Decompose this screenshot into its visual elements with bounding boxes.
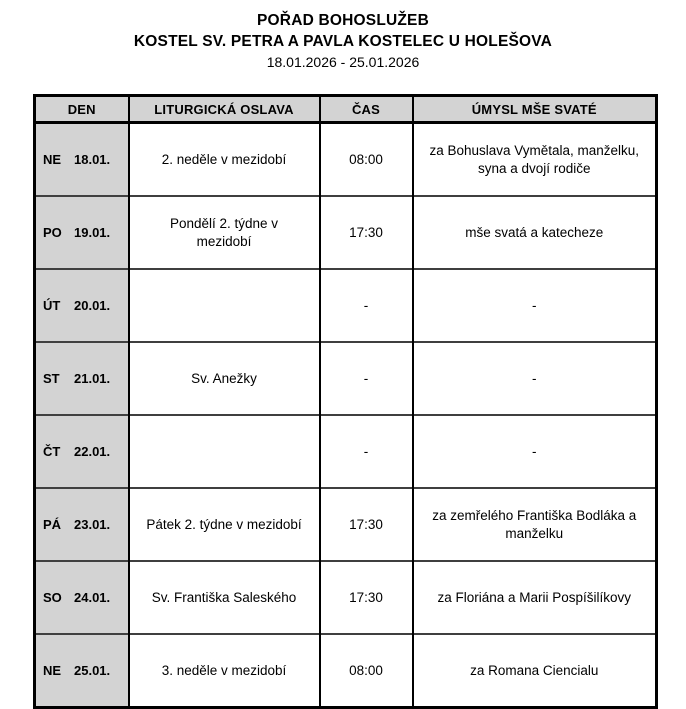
- day-cell: [35, 342, 129, 415]
- time-cell: 17:30: [320, 488, 413, 561]
- day-abbr: PÁ: [43, 516, 62, 532]
- table-row: [35, 415, 657, 488]
- document-title-line2: KOSTEL SV. PETRA A PAVLA KOSTELEC U HOLEŠOVA: [133, 33, 553, 50]
- day-abbr: ST: [43, 370, 60, 386]
- day-cell: [35, 269, 129, 342]
- time-cell: -: [320, 342, 413, 415]
- liturgy-cell: 2. neděle v mezidobí: [129, 123, 320, 197]
- time-cell: -: [320, 269, 413, 342]
- liturgy-cell: [129, 269, 320, 342]
- day-date: 24.01.: [74, 589, 111, 605]
- liturgy-cell: Pátek 2. týdne v mezidobí: [129, 488, 320, 561]
- liturgy-cell: 3. neděle v mezidobí: [129, 634, 320, 708]
- table-row: [35, 634, 657, 708]
- table-row: [35, 269, 657, 342]
- day-date: 19.01.: [74, 224, 111, 240]
- time-cell: 17:30: [320, 561, 413, 634]
- day-cell: [35, 196, 129, 269]
- date-range: 18.01.2026 - 25.01.2026: [266, 54, 420, 70]
- table-row: [35, 561, 657, 634]
- intention-cell: za Floriána a Marii Pospíšilíkovy: [413, 561, 657, 634]
- table-row: [35, 196, 657, 269]
- liturgy-cell: Sv. Anežky: [129, 342, 320, 415]
- day-cell: [35, 415, 129, 488]
- column-header-cas: ČAS: [320, 96, 413, 123]
- day-date: 25.01.: [74, 662, 111, 678]
- day-cell: [35, 634, 129, 708]
- intention-cell: za Romana Ciencialu: [413, 634, 657, 708]
- day-abbr: SO: [43, 589, 62, 605]
- document-title-line1: POŘAD BOHOSLUŽEB: [257, 12, 429, 29]
- time-cell: 17:30: [320, 196, 413, 269]
- day-cell: [35, 561, 129, 634]
- day-date: 21.01.: [74, 370, 111, 386]
- column-header-den: DEN: [35, 96, 129, 123]
- intention-cell: za Bohuslava Vymětala, manželku, syna a dvojí rodiče: [413, 123, 657, 197]
- column-header-liturgicka-oslava: LITURGICKÁ OSLAVA: [129, 96, 320, 123]
- day-abbr: ÚT: [43, 297, 61, 313]
- schedule-table: [33, 94, 658, 709]
- intention-cell: za zemřelého Františka Bodláka a manželku: [413, 488, 657, 561]
- intention-cell: -: [413, 269, 657, 342]
- day-abbr: PO: [43, 224, 62, 240]
- time-cell: -: [320, 415, 413, 488]
- document-header: [0, 0, 686, 73]
- liturgy-cell: Sv. Františka Saleského: [129, 561, 320, 634]
- table-row: [35, 488, 657, 561]
- intention-cell: -: [413, 415, 657, 488]
- day-date: 20.01.: [74, 297, 111, 313]
- day-date: 23.01.: [74, 516, 111, 532]
- intention-cell: -: [413, 342, 657, 415]
- day-date: 18.01.: [74, 151, 111, 167]
- liturgy-cell: [129, 415, 320, 488]
- column-header-umysl-mse-svate: ÚMYSL MŠE SVATÉ: [413, 96, 657, 123]
- day-abbr: NE: [43, 151, 62, 167]
- table-header-row: [35, 96, 657, 123]
- day-abbr: NE: [43, 662, 62, 678]
- time-cell: 08:00: [320, 634, 413, 708]
- day-date: 22.01.: [74, 443, 111, 459]
- liturgy-cell: Pondělí 2. týdne v mezidobí: [129, 196, 320, 269]
- intention-cell: mše svatá a katecheze: [413, 196, 657, 269]
- table-row: [35, 123, 657, 197]
- day-abbr: ČT: [43, 443, 61, 459]
- day-cell: [35, 123, 129, 197]
- time-cell: 08:00: [320, 123, 413, 197]
- day-cell: [35, 488, 129, 561]
- table-row: [35, 342, 657, 415]
